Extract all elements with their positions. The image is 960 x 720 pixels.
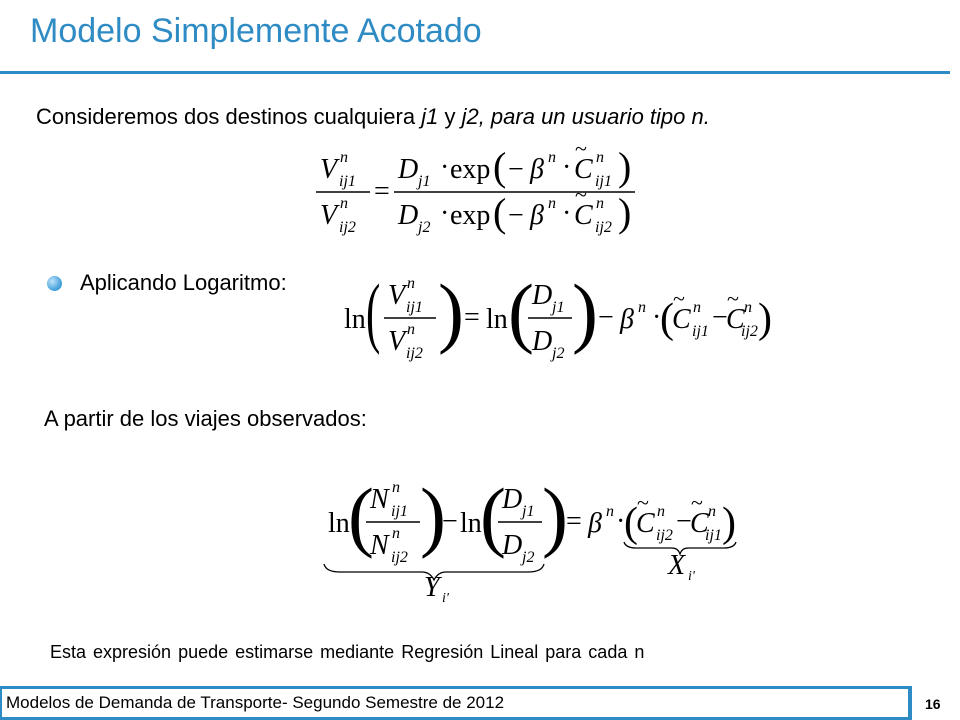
eq3-C2-sup: n (708, 503, 716, 520)
eq2-V-num-sup: n (407, 275, 415, 292)
eq2-C2-sup: n (744, 299, 752, 316)
equation-1 (310, 136, 650, 240)
eq3-ln1: ln (328, 508, 350, 539)
eq1-num-beta-sup: n (548, 149, 556, 166)
eq2-C1-sub: ij1 (692, 323, 709, 340)
eq2-lparen1: ( (366, 268, 381, 356)
eq2-equals: = (464, 302, 480, 333)
eq2-rparen3: ) (758, 296, 772, 342)
eq1-den-C-sub: ij2 (595, 219, 612, 236)
eq2-lparen3: ( (660, 296, 674, 342)
bullet-icon (47, 276, 62, 291)
eq2-beta: β (620, 304, 634, 335)
eq1-den-C: C (574, 200, 593, 231)
eq3-lparen3: ( (624, 500, 638, 546)
eq2-ln2: ln (486, 304, 508, 335)
eq2-ln1: ln (344, 304, 366, 335)
eq1-den-beta: β (530, 200, 544, 231)
eq3-C1-sub: ij2 (656, 527, 673, 544)
eq1-den-beta-sup: n (548, 195, 556, 212)
eq2-V-den-sub: ij2 (406, 345, 423, 362)
eq2-lparen2: ( (508, 268, 534, 355)
eq3-N-num: N (370, 484, 389, 515)
eq1-num-beta: β (530, 154, 544, 185)
eq3-minus2: − (676, 506, 692, 537)
eq3-ln2: ln (460, 508, 482, 539)
eq3-Y-sub: i' (442, 591, 449, 606)
eq3-lparen1: ( (348, 472, 374, 559)
eq3-D-num-sub: j1 (522, 503, 535, 520)
slide-title: Modelo Simplemente Acotado (30, 12, 482, 50)
eq1-den-C-tilde: ~ (575, 182, 587, 207)
eq3-N-den-sup: n (392, 525, 400, 542)
eq1-num-minus: − (508, 154, 524, 185)
eq3-beta-sup: n (606, 503, 614, 520)
eq3-lparen2: ( (480, 472, 506, 559)
eq2-C1-tilde: ~ (673, 286, 685, 311)
eq1-num-D: D (398, 154, 419, 185)
eq1-den-D: D (398, 200, 419, 231)
eq2-D-num-sub: j1 (552, 299, 565, 316)
eq1-num-rparen: ) (618, 144, 632, 189)
eq2-C2-tilde: ~ (727, 286, 739, 311)
eq3-C2-tilde: ~ (691, 490, 703, 515)
eq3-N-num-sub: ij1 (391, 503, 408, 520)
eq1-den-dot: · (440, 198, 450, 229)
eq2-dot: · (652, 302, 662, 333)
eq2-minus2: − (712, 302, 728, 333)
eq1-num-lparen: ( (493, 144, 507, 189)
eq3-dot: · (616, 506, 626, 537)
eq1-den-D-sub: j2 (418, 219, 431, 236)
equation-2 (340, 266, 770, 370)
eq1-den-exp: exp (450, 200, 491, 231)
eq1-den-C-sup: n (596, 195, 604, 212)
eq1-num-dot2: · (562, 152, 572, 183)
eq1-equals: = (374, 176, 390, 207)
eq1-num-dot: · (440, 152, 450, 183)
intro-part1: Consideremos dos destinos cualquiera (36, 104, 422, 129)
eq1-num-C-tilde: ~ (575, 136, 587, 161)
conclusion-text: Esta expresión puede estimarse mediante Regresión Lineal para cada n (50, 642, 645, 662)
eq2-C1-sup: n (693, 299, 701, 316)
eq3-D-num: D (502, 484, 523, 515)
eq1-num-D-sub: j1 (418, 173, 431, 190)
eq1-num-C-sub: ij1 (595, 173, 612, 190)
eq2-D-den-sub: j2 (552, 345, 565, 362)
eq3-N-num-sup: n (392, 479, 400, 496)
intro-j2: j2, para un usuario tipo n. (461, 104, 710, 129)
intro-j1: j1 (421, 104, 439, 129)
eq3-minus: − (442, 506, 458, 537)
eq3-C2-sub: ij1 (705, 527, 722, 544)
eq2-C1: C (672, 304, 691, 335)
eq1-lhs-num-sub: ij1 (339, 173, 356, 190)
eq3-D-den: D (502, 530, 523, 561)
eq3-C2: C (690, 508, 709, 539)
eq3-N-den: N (370, 530, 389, 561)
eq2-rparen1: ) (438, 268, 464, 355)
eq3-D-den-sub: j2 (522, 549, 535, 566)
eq2-rparen2: ) (572, 268, 598, 355)
eq2-C2: C (726, 304, 745, 335)
equation-3 (318, 472, 738, 606)
eq3-equals: = (566, 506, 582, 537)
eq2-V-num-sub: ij1 (406, 299, 423, 316)
eq1-den-lparen: ( (493, 190, 507, 235)
eq1-den-dot2: · (562, 198, 572, 229)
eq2-V-num: V (388, 280, 406, 311)
eq2-V-den: V (388, 326, 406, 357)
eq2-minus: − (598, 302, 614, 333)
eq3-N-den-sub: ij2 (391, 549, 408, 566)
title-rule (0, 71, 950, 74)
eq1-lhs-den-sub: ij2 (339, 219, 356, 236)
eq1-num-C: C (574, 154, 593, 185)
eq1-lhs-den-V: V (320, 200, 338, 231)
eq1-lhs-num-sup: n (340, 149, 348, 166)
eq3-C1-tilde: ~ (637, 490, 649, 515)
eq1-den-rparen: ) (618, 190, 632, 235)
observed-text: A partir de los viajes observados: (44, 406, 367, 431)
footer-text: Modelos de Demanda de Transporte- Segundo Semestre de 2012 (6, 693, 505, 712)
eq3-C1-sup: n (657, 503, 665, 520)
bullet-text: Aplicando Logaritmo: (80, 270, 287, 295)
eq3-C1: C (636, 508, 655, 539)
eq2-D-den: D (532, 326, 553, 357)
eq2-V-den-sup: n (407, 321, 415, 338)
eq1-den-minus: − (508, 200, 524, 231)
eq3-X-sub: i' (688, 569, 695, 584)
eq3-rparen3: ) (722, 500, 736, 546)
eq1-lhs-den-sup: n (340, 195, 348, 212)
eq2-D-num: D (532, 280, 553, 311)
eq1-num-C-sup: n (596, 149, 604, 166)
eq3-Y: Y (424, 572, 440, 603)
intro-part2: y (438, 104, 462, 129)
intro-text (36, 104, 710, 130)
eq1-num-exp: exp (450, 154, 491, 185)
eq1-lhs-num-V: V (320, 154, 338, 185)
eq2-beta-sup: n (638, 299, 646, 316)
eq3-beta: β (588, 508, 602, 539)
eq3-X: X (668, 550, 686, 581)
eq3-rparen2: ) (542, 472, 568, 559)
page-number: 16 (925, 696, 941, 712)
eq3-rparen1: ) (420, 472, 446, 559)
eq2-C2-sub: ij2 (741, 323, 758, 340)
